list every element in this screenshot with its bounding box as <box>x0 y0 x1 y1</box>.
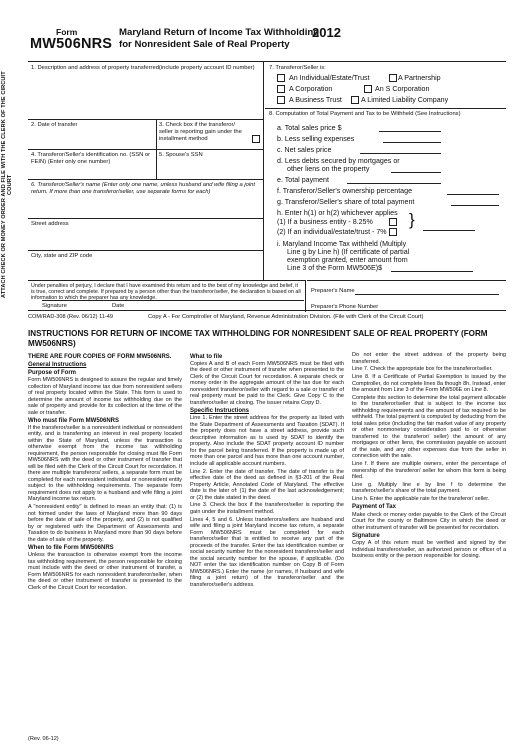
payment-of-tax-heading: Payment of Tax <box>352 504 396 511</box>
purpose-heading: Purpose of Form <box>28 369 77 376</box>
line-h2-individual-rate: (2) If an individual/estate/trust - 7% <box>277 228 387 236</box>
line-g-input[interactable] <box>451 205 499 206</box>
option-partnership: A Partnership <box>398 74 441 82</box>
line-h1-business-rate: (1) If a business entity - 8.25% <box>277 218 373 226</box>
preparer-name-input[interactable] <box>355 294 499 295</box>
installment-checkbox[interactable] <box>252 135 260 143</box>
line-i-multiply-note: Line g by Line h) (If certificate of partial <box>287 248 410 256</box>
form-title-line1: Maryland Return of Income Tax Withholding <box>119 27 320 38</box>
line-g-share-of-payment: g. Transferor/Seller's share of total payment <box>277 198 415 206</box>
checkbox-h1[interactable] <box>389 218 397 226</box>
tax-year: 2012 <box>312 25 341 40</box>
line-d-debts-label: d. Less debts secured by mortgages or <box>277 157 400 165</box>
who-must-file-heading: Who must file Form MW506NRS <box>28 417 120 424</box>
four-copies-heading: THERE ARE FOUR COPIES OF FORM MW506NRS. <box>28 353 172 360</box>
preparer-phone-input[interactable] <box>369 310 499 311</box>
field-3-installment-label: 3. Check box if the transferor/ seller is reporting gain under the installment method <box>159 122 242 142</box>
what-to-file-heading: What to file <box>190 353 223 360</box>
line-b-selling-expenses: b. Less selling expenses <box>277 135 355 143</box>
payment-of-tax-text: Make check or money order payable to the Clerk of the Circuit Court for the county or Baltimore City in which the deed or other instrument of transfer will be presented for recordation. <box>352 511 506 531</box>
line-f-input[interactable] <box>447 194 499 195</box>
general-instructions-heading: General Instructions <box>28 361 87 368</box>
form-number: MW506NRS <box>30 36 113 52</box>
specific-instructions-heading: Specific Instructions <box>190 407 250 414</box>
payment-computation-section <box>265 62 506 280</box>
seller-info-section <box>28 62 264 280</box>
signature-label: Signature <box>42 303 67 309</box>
nonresident-entity-definition: A "nonresident entity" is defined to mean an entity that: (1) is not formed under the laws of Maryland more than 90 days before the date of sale of the property, and (2) is not qualified by or registered with the Department of Assessments and Taxation to do business in Maryland more than 90 days before the date of sale of the property. <box>28 504 182 543</box>
copy-a-instruction: Copy A - For Comptroller of Maryland, Revenue Administration Division. (File with Clerk of the Circuit Court) <box>148 314 424 320</box>
instructions-title: INSTRUCTIONS FOR RETURN OF INCOME TAX WITHHOLDING FOR NONRESIDENT SALE OF REAL PROPERTY (FORM MW506NRS) <box>28 329 488 348</box>
street-address-field[interactable]: Street address <box>31 221 69 227</box>
checkbox-h2[interactable] <box>389 228 397 236</box>
field-5-spouse-ssn[interactable]: 5. Spouse's SSN <box>159 152 203 158</box>
line-e-total-payment: e. Total payment <box>277 176 329 184</box>
perjury-declaration: Under penalties of perjury, I declare that I have examined this return and to the best of my knowledge and belief, it is true, correct and complete. If prepared by a person other than the transferor/seller, the declaration is based on all information to which the preparer has any knowledge. <box>28 280 306 312</box>
city-state-zip-field[interactable]: City, state and ZIP code <box>31 253 93 259</box>
preparer-phone-label: Preparer's Phone Number <box>311 304 379 310</box>
line-h-input[interactable] <box>423 230 475 231</box>
line-g-instruction: Line g. Multiply line e by line f to determine the transferor/seller's share of the total payment. <box>352 481 506 495</box>
line-1-instruction: Line 1. Enter the street address for the property as listed with the State Department of Assessments and Taxation (SDAT). If the property does not have a street address, provide such descriptive information as is used by SDAT to identify the property. Also include the SDAT property account ID number for the parcel being transferred. If the property is made up of more than one parcel and has more than one account number, include all applicable account numbers. <box>190 415 344 467</box>
when-to-file-heading: When to file Form MW506NRS <box>28 544 114 551</box>
instructions-body <box>28 352 506 732</box>
return-form <box>28 61 506 311</box>
form-header <box>30 24 506 58</box>
field-2-date-of-transfer[interactable]: 2. Date of transfer <box>31 122 78 128</box>
line-h-instruction: Line h. Enter the applicable rate for the transferor/ seller. <box>352 496 490 503</box>
signature-heading: Signature <box>352 532 380 539</box>
line-i-input[interactable] <box>391 271 473 272</box>
brace-icon: } <box>409 210 415 229</box>
instructions-column-2 <box>190 352 344 732</box>
field-8-computation-heading: 8. Computation of Total Payment and Tax to be Withheld (See Instructions) <box>269 111 461 117</box>
line-a-input[interactable] <box>379 131 441 132</box>
line-3-instruction: Line 3. Check the box if the transferor/seller is reporting the gain under the installment method. <box>190 502 344 515</box>
option-s-corporation: An S Corporation <box>375 85 430 93</box>
line-i-mw506e-note: Line 3 of the Form MW506E)$ <box>287 264 383 272</box>
line-a-total-sales-price: a. Total sales price $ <box>277 124 342 132</box>
form-footer <box>28 314 506 326</box>
street-address-note: Do not enter the street address of the property being transferred. <box>352 352 506 365</box>
who-must-file-text: If the transferor/seller is a nonresident individual or nonresident entity, and is transferring an interest in real property located within the State of Maryland, unless the transaction is otherwise exempt from the income tax withholding requirement, the person responsible for closing must file Form MW506NRS with the deed or other instrument of transfer that will be filed with the Clerk of the Circuit Court for recordation. If there are multiple transferors/ sellers, a separate form must be completed for each nonresident individual or nonresident entity subject to the withholding requirements. The separate form requirement does not apply to a husband and wife filing a joint Maryland income tax return. <box>28 424 182 503</box>
purpose-text: Form MW506NRS is designed to assure the regular and timely collection of Maryland income tax due from nonresident sellers of real property located within the State. This form is used to determine the amount of income tax withholding due on the sale of property and provide for its collection at the time of the sale or transfer. <box>28 377 182 416</box>
option-corporation: A Corporation <box>289 85 333 93</box>
form-label: Form <box>56 27 78 37</box>
checkbox-llc[interactable] <box>351 96 359 104</box>
preparer-section <box>307 280 506 312</box>
checkbox-individual[interactable] <box>277 74 285 82</box>
what-to-file-text: Copies A and B of each Form MW506NRS must be filed with the deed or other instrument of transfer when presented to the Clerk of the Circuit Court for recordation. A separate check or money order in the aggregate amount of the tax due for each nonresident transferor/seller with regard to a sale or transfer of real property must be paid to the Clerk. Give Copy C to the transferor/seller at closing. The issuer retains Copy D. <box>190 360 344 406</box>
line-f-ownership-percentage: f. Transferor/Seller's ownership percentage <box>277 187 413 195</box>
option-individual-estate-trust: An Individual/Estate/Trust <box>289 74 370 82</box>
revision-date: (Rev. 06-12) <box>28 736 59 742</box>
line-7-instruction: Line 7. Check the appropriate box for the transferor/seller. <box>352 366 493 373</box>
line-f-instruction: Line f. If there are multiple owners, enter the percentage of ownership of the transferor/ seller for whom this form is being filed. <box>352 461 506 481</box>
date-label: Date <box>112 303 125 309</box>
option-llc: A Limited Liability Company <box>361 96 449 104</box>
form-revision-code: COM/RAD-308 (Rev. 06/12) 11-49 <box>28 314 113 320</box>
line-8-instruction: Line 8. If a Certificate of Partial Exemption is issued by the Comptroller, do not complete lines 8a though 8h. Instead, enter the amount from Line 3 of the Form MW506E on Line 8. <box>352 374 506 394</box>
field-6-seller-name[interactable]: 6. Transferor/Seller's name (Enter only one name, unless husband and wife filing a joint return. If more than one transferor/seller, use separate forms for each) <box>31 182 255 195</box>
checkbox-business-trust[interactable] <box>277 96 285 104</box>
field-1-property-description[interactable]: 1. Description and address of property transferred(include property account ID number) <box>31 65 255 71</box>
instructions-column-3 <box>352 352 506 732</box>
checkbox-corporation[interactable] <box>277 85 285 93</box>
line-c-input[interactable] <box>360 153 441 154</box>
line-i-tax-withheld: i. Maryland Income Tax withheld (Multiply <box>277 240 407 248</box>
lines-4-5-6-instruction: Lines 4, 5 and 6. Unless transferors/sellers are husband and wife and filing a joint Maryland income tax return, a separate Form MW506NRS must be completed for each transferor/seller that is entitled to receive any part of the proceeds of the transfer. Enter the tax identification number or social security number for the nonresident transferor/seller and the social security number for the spouse, if applicable. (Do NOT enter the tax identification number on Copy B of Form MW506NRS.) Enter the name (or names, if husband and wife filing a joint return) of the transferor/seller and the transferor/seller's address. <box>190 516 344 588</box>
signature-text: Copy A of this return must be verified and signed by the individual transferor/seller, an authorized person or officer of a business entity or the person responsible for closing. <box>352 540 506 560</box>
line-e-input[interactable] <box>347 183 441 184</box>
field-7-seller-type: 7. Transferor/Seller is: <box>269 65 326 71</box>
field-4-seller-id[interactable]: 4. Transferor/Seller's identification no. (SSN or FEIN) (Enter only one number) <box>31 152 151 165</box>
when-to-file-text: Unless the transaction is otherwise exempt from the income tax withholding requirement, the person responsible for closing must include with the deed or other instrument of transfer, a Form MW506NRS for each nonresident transferor/seller, when the deed or other instrument of transfer is presented to the Clerk of the Circuit Court for recordation. <box>28 552 182 591</box>
instructions-column-1 <box>28 352 182 732</box>
checkbox-s-corporation[interactable] <box>364 85 372 93</box>
signature-line[interactable] <box>42 300 304 301</box>
line-c-net-sales-price: c. Net sales price <box>277 146 332 154</box>
checkbox-partnership[interactable] <box>389 74 397 82</box>
computation-instruction: Complete this section to determine the total payment allocable to the transferor/seller that is subject to the income tax withholding requirements and the amount of tax required to be withheld. The total payment is computed by deducting from the total sales price (including the fair market value of any property or other nonmonetary consideration paid to or otherwise transferred to the transferor/ seller) the amount of any mortgages or other liens, the commission payable on account of the sale, and any other expenses due from the seller in connection with the sale. <box>352 394 506 460</box>
option-business-trust: A Business Trust <box>289 96 342 104</box>
line-2-instruction: Line 2. Enter the date of transfer. The date of transfer is the effective date of the deed as defined in §3-201 of the Real Property Article, Annotated Code of Maryland. The effective date is the later of: (1) the date of the last acknowledgement; or (2) the date stated in the deed. <box>190 468 344 501</box>
line-h-rate-label: h. Enter h(1) or h(2) whichever applies <box>277 209 398 217</box>
line-d-input[interactable] <box>391 172 441 173</box>
line-i-exemption-note: exemption granted, enter amount from <box>287 256 408 264</box>
preparer-name-label: Preparer's Name <box>311 288 355 294</box>
line-b-input[interactable] <box>383 142 441 143</box>
line-d-liens-label: other liens on the property <box>287 165 370 173</box>
attach-instruction-side-text: ATTACH CHECK OR MONEY ORDER AND FILE WITH THE CLERK OF THE CIRCUIT COURT <box>1 71 13 299</box>
form-title-line2: for Nonresident Sale of Real Property <box>119 39 290 50</box>
